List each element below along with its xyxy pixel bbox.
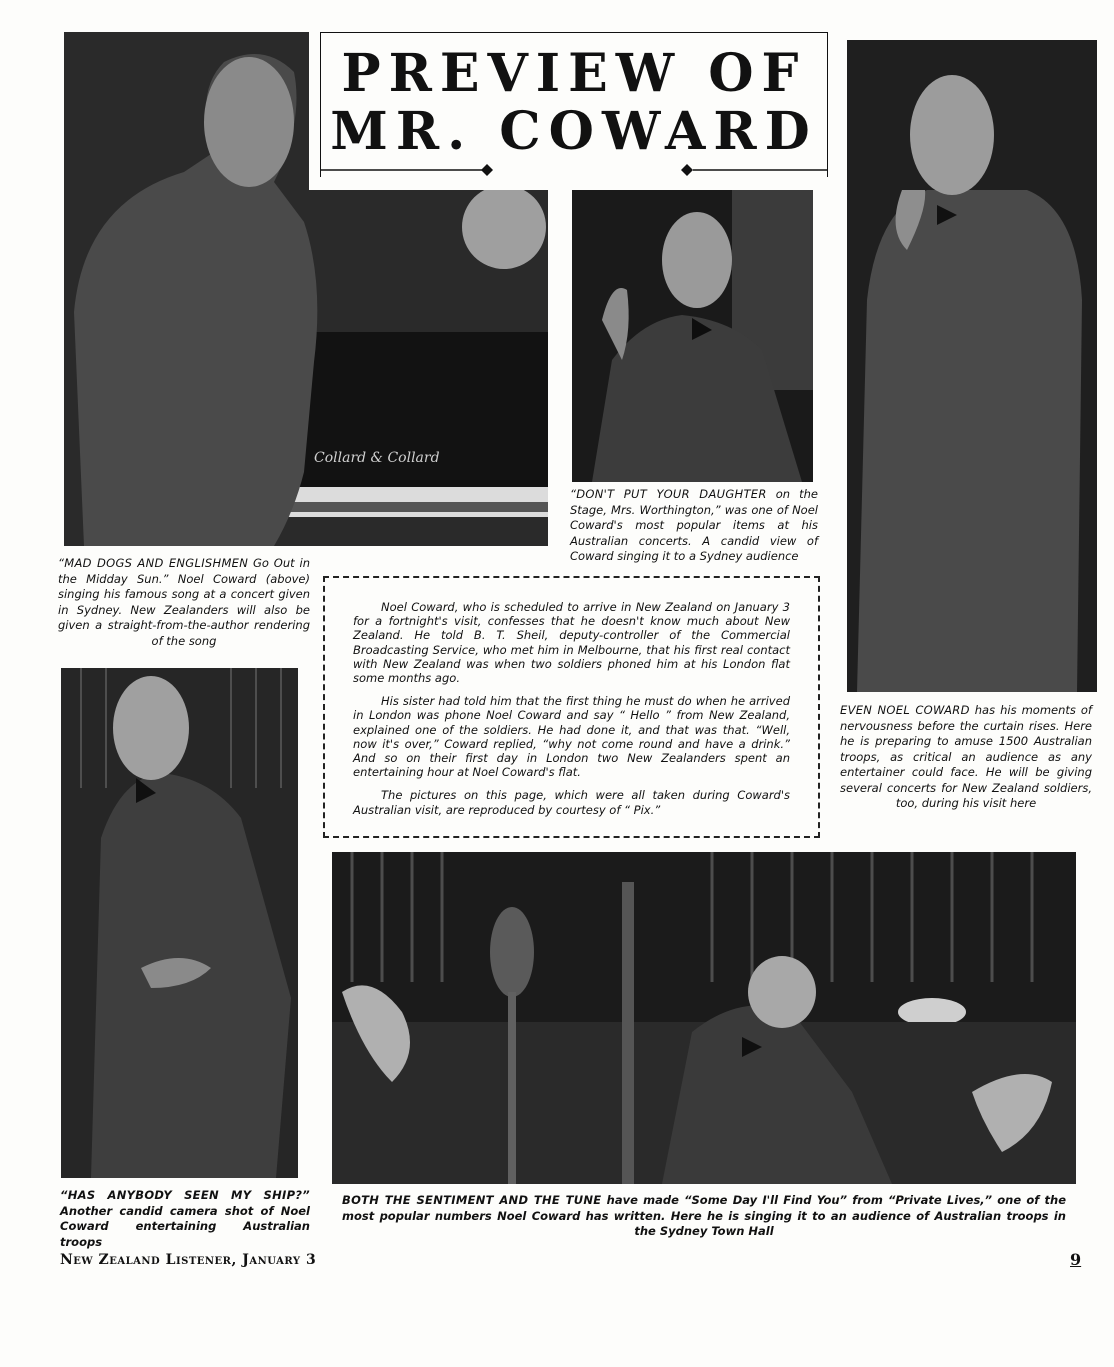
title-star-rule	[321, 163, 827, 177]
caption-nervous-lead: EVEN NOEL COWARD	[840, 703, 970, 717]
photo-daughter-song	[572, 190, 813, 482]
title-box	[309, 22, 837, 190]
article-paragraph-3: The pictures on this page, which were all taken during Coward's Australian visit, are reproduced by courtesy of “ Pix.”	[353, 788, 790, 817]
photo-ship-song	[61, 668, 298, 1178]
article-box	[323, 576, 820, 838]
caption-nervous-text: has his moments of nervousness before the curtain rises. Here he is preparing to amuse 1500 Australian troops, as critical an audience as any entertainer could face. He will be giving several concerts for New Zealand soldiers, too, during his visit here	[840, 703, 1092, 810]
caption-daughter-text: on the Stage, Mrs. Worthington,” was one of Noel Coward's most popular items at his Australian concerts. A candid view of Coward singing it to a Sydney audience	[570, 487, 818, 563]
piano-brand-label: Collard & Collard	[314, 450, 440, 466]
caption-sentiment-text: have made “Some Day I'll Find You” from “Private Lives,” one of the most popular numbers Noel Coward has written. Here he is singing it to an audience of Australian troops in the Sydney Town Hall	[342, 1193, 1066, 1238]
caption-sentiment-lead: BOTH THE SENTIMENT AND THE TUNE	[342, 1193, 602, 1207]
caption-piano	[58, 556, 310, 649]
footer-page-number: 9	[1070, 1250, 1082, 1269]
caption-daughter-lead: “DON'T PUT YOUR DAUGHTER	[570, 487, 767, 501]
caption-ship	[60, 1188, 310, 1250]
caption-daughter	[570, 487, 818, 565]
caption-piano-lead: “MAD DOGS AND ENGLISHMEN	[58, 556, 249, 570]
caption-sentiment	[342, 1193, 1066, 1240]
article-paragraph-2: His sister had told him that the first thing he must do when he arrived in London was phone Noel Coward and say “ Hello ” from New Zealand, explained one of the soldiers. He had done it, and that was that. “Well, now it's over,” Coward replied, “why not come round and have a drink.” And so on their first day in London two New Zealanders spent an entertaining hour at Noel Coward's flat.	[353, 694, 790, 780]
photo-nervous	[847, 40, 1097, 692]
footer-publication: New Zealand Listener, January 3	[60, 1252, 317, 1268]
caption-piano-text: Go Out in the Midday Sun.” Noel Coward (above) singing his famous song at a concert given in Sydney. New Zealanders will also be given a straight-from-the-author rendering of the song	[58, 556, 310, 648]
caption-ship-lead: “HAS ANYBODY SEEN MY SHIP?”	[60, 1188, 310, 1202]
photo-sentiment-song	[332, 852, 1076, 1184]
title-line-1: PREVIEW OF	[341, 43, 807, 104]
article-paragraph-1: Noel Coward, who is scheduled to arrive in New Zealand on January 3 for a fortnight's visit, confesses that he doesn't know much about New Zealand. He told B. T. Sheil, deputy-controller of the Commercial Broadcasting Service, who met him in Melbourne, that his first real contact with New Zealand was when two soldiers phoned him at his London flat some months ago.	[353, 600, 790, 686]
caption-ship-text: Another candid camera shot of Noel Coward entertaining Australian troops	[60, 1203, 310, 1249]
title-line-2: MR. COWARD	[330, 101, 818, 162]
caption-nervous	[840, 703, 1092, 812]
